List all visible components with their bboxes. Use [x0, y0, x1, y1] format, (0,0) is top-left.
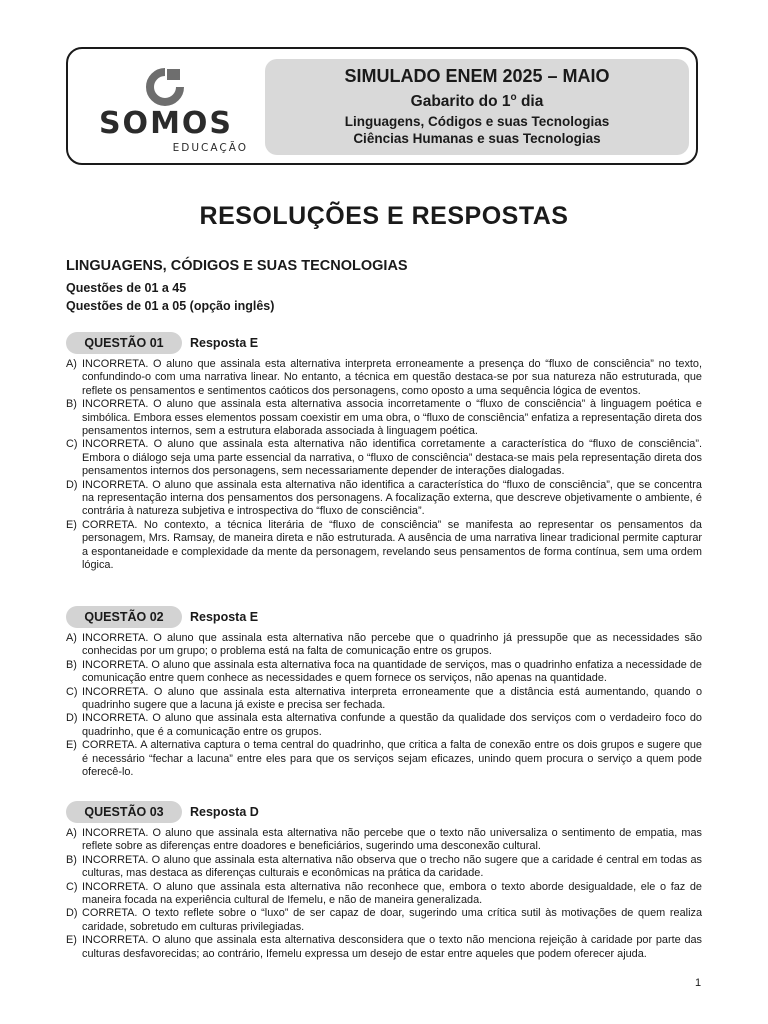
- option-item: [66, 686, 702, 713]
- option-text: INCORRETA. O aluno que assinala esta alternativa interpreta erroneamente que a distância está aumentando, quando o quadrinho sugere que a lacuna já existe e precisa ser fechada.: [82, 685, 702, 712]
- header-panel: [265, 59, 689, 155]
- option-letter: B): [66, 658, 77, 671]
- question-label: QUESTÃO 02: [66, 606, 182, 628]
- logo-subtitle: EDUCAÇÃO: [172, 142, 248, 154]
- somos-logo-mark-icon: [145, 67, 185, 107]
- logo-wordmark: SOMOS: [98, 106, 234, 141]
- option-text: INCORRETA. O aluno que assinala esta alternativa não reconhece que, embora o texto aborde desigualdade, ele o faz de maneira focada na experiência cultural de Ifemelu, e não de maneira generalizada.: [82, 880, 702, 907]
- option-item: [66, 659, 702, 686]
- question-label: QUESTÃO 01: [66, 332, 182, 354]
- option-text: INCORRETA. O aluno que assinala esta alternativa não identifica a característica do “fluxo de consciência”, que se concentra na representação interna dos pensamentos dos personagens. A focalização externa, que descreve objetivamente o ambiente, é contrária à natureza subjetiva e introspectiva do “fluxo de consciência”.: [82, 478, 702, 518]
- option-letter: D): [66, 712, 78, 725]
- option-letter: C): [66, 685, 78, 698]
- option-text: INCORRETA. O aluno que assinala esta alternativa associa incorretamente o “fluxo de consciência” à linguagem poética e simbólica. Embora esses elementos possam coexistir em uma obra, o “fluxo de consciência” enfatiza a representação direta dos pensamentos internos, sem a estrutura elaborada associada à linguagem poética.: [82, 398, 702, 438]
- option-letter: A): [66, 358, 77, 370]
- exam-area-2: Ciências Humanas e suas Tecnologias: [353, 131, 601, 146]
- exam-subtitle: Gabarito do 1$^o$ dia: [410, 92, 544, 110]
- somos-logo: [82, 63, 250, 153]
- option-letter: E): [66, 934, 77, 947]
- option-item: [66, 479, 702, 519]
- question-label: QUESTÃO 03: [66, 801, 182, 823]
- option-text: CORRETA. A alternativa captura o tema central do quadrinho, que critica a falta de conexão entre os dois grupos e sugere que é necessário “fechar a lacuna” entre eles para que os serviços sejam eficazes, unindo quem procura o serviço a quem pode oferecê-lo.: [82, 739, 702, 779]
- option-text: INCORRETA. O aluno que assinala esta alternativa não percebe que o texto não universaliza o sentimento de empatia, mas reflete sobre as diferenças entre doadores e beneficiários, sugerindo uma desconexão cultural.: [82, 827, 702, 853]
- section-title: LINGUAGENS, CÓDIGOS E SUAS TECNOLOGIAS: [66, 258, 408, 274]
- option-item: [66, 907, 702, 934]
- option-letter: B): [66, 398, 77, 411]
- option-item: [66, 438, 702, 478]
- option-text: INCORRETA. O aluno que assinala esta alternativa não identifica corretamente a característica do “fluxo de consciência”. Embora o diálogo seja uma parte essencial da narrativa, o “fluxo de consciência” destaca-se mais pela representação direta dos pensamentos internos dos personagens, sem necessariamente depender de interações dialogadas.: [82, 438, 702, 478]
- question-block-01: [66, 332, 702, 573]
- option-text: INCORRETA. O aluno que assinala esta alternativa interpreta erroneamente a presença do “fluxo de consciência” no texto, confundindo-o com uma narrativa linear. No entanto, a técnica em questão destaca-se por sua natureza não estruturada, que reflete os pensamentos e sentimentos caóticos dos personagens, como oposto a uma sequência lógica de eventos.: [82, 358, 702, 397]
- option-item: [66, 934, 702, 961]
- option-text: INCORRETA. O aluno que assinala esta alternativa desconsidera que o texto não menciona rejeição à caridade por parte das culturas desfavorecidas; ao contrário, Ifemelu expressa um desejo de estar entre aqueles que podem oferecer ajuda.: [82, 934, 702, 960]
- question-answer: Resposta D: [190, 805, 259, 819]
- option-text: INCORRETA. O aluno que assinala esta alternativa não observa que o trecho não sugere que a caridade é central em todas as culturas, mas destaca as diferenças culturais e econômicas na prática da caridade.: [82, 853, 702, 880]
- option-letter: D): [66, 478, 78, 491]
- question-header: [66, 606, 702, 628]
- option-text: CORRETA. No contexto, a técnica literária de “fluxo de consciência” se manifesta ao representar os pensamentos da personagem, Mrs. Ramsay, de maneira direta e não estruturada. A ausência de uma narrativa linear tradicional permite capturar a espontaneidade e complexidade da mente da personagem, revelando seus pensamentos de forma contínua, sem uma ordem lógica.: [82, 518, 702, 572]
- option-item: [66, 739, 702, 779]
- question-block-03: [66, 801, 702, 961]
- question-range-main: Questões de 01 a 45: [66, 281, 187, 295]
- option-item: [66, 519, 702, 573]
- option-item: [66, 854, 702, 881]
- exam-area-1: Linguagens, Códigos e suas Tecnologias: [344, 114, 610, 129]
- question-answer: Resposta E: [190, 336, 259, 350]
- header-box: [66, 47, 698, 165]
- option-item: [66, 827, 702, 854]
- option-item: [66, 712, 702, 739]
- option-letter: C): [66, 880, 78, 893]
- option-item: [66, 358, 702, 398]
- option-letter: D): [66, 907, 78, 920]
- option-letter: C): [66, 438, 78, 451]
- question-header: [66, 332, 702, 354]
- option-letter: A): [66, 632, 77, 644]
- question-answer: Resposta E: [190, 610, 259, 624]
- page-title: RESOLUÇÕES E RESPOSTAS: [199, 202, 569, 230]
- option-letter: A): [66, 827, 77, 839]
- question-block-02: [66, 606, 702, 779]
- exam-title: SIMULADO ENEM 2025 – MAIO: [344, 66, 610, 86]
- question-range-english: Questões de 01 a 05 (opção inglês): [66, 299, 275, 313]
- option-text: INCORRETA. O aluno que assinala esta alternativa não percebe que o quadrinho já pressupõe que as necessidades são conhecidas por um grupo; o problema está na falta de comunicação entre os grupos.: [82, 632, 702, 658]
- option-item: [66, 632, 702, 659]
- option-letter: E): [66, 739, 77, 752]
- option-item: [66, 881, 702, 908]
- option-text: INCORRETA. O aluno que assinala esta alternativa confunde a questão da qualidade dos serviços com o verdadeiro foco do quadrinho, que é a comunicação entre os grupos.: [82, 712, 702, 738]
- option-item: [66, 398, 702, 438]
- option-letter: E): [66, 518, 77, 531]
- option-text: INCORRETA. O aluno que assinala esta alternativa foca na quantidade de serviços, mas o quadrinho enfatiza a necessidade de comunicação entre quem conhece as necessidades e quem fornece os serviços, não apenas na quantidade.: [82, 658, 702, 685]
- question-header: [66, 801, 702, 823]
- option-text: CORRETA. O texto reflete sobre o “luxo” de ser capaz de doar, sugerindo uma crítica sutil às motivações de quem realiza caridade, sobretudo em culturas privilegiadas.: [82, 907, 702, 933]
- page-number: 1: [695, 977, 702, 989]
- option-letter: B): [66, 853, 77, 866]
